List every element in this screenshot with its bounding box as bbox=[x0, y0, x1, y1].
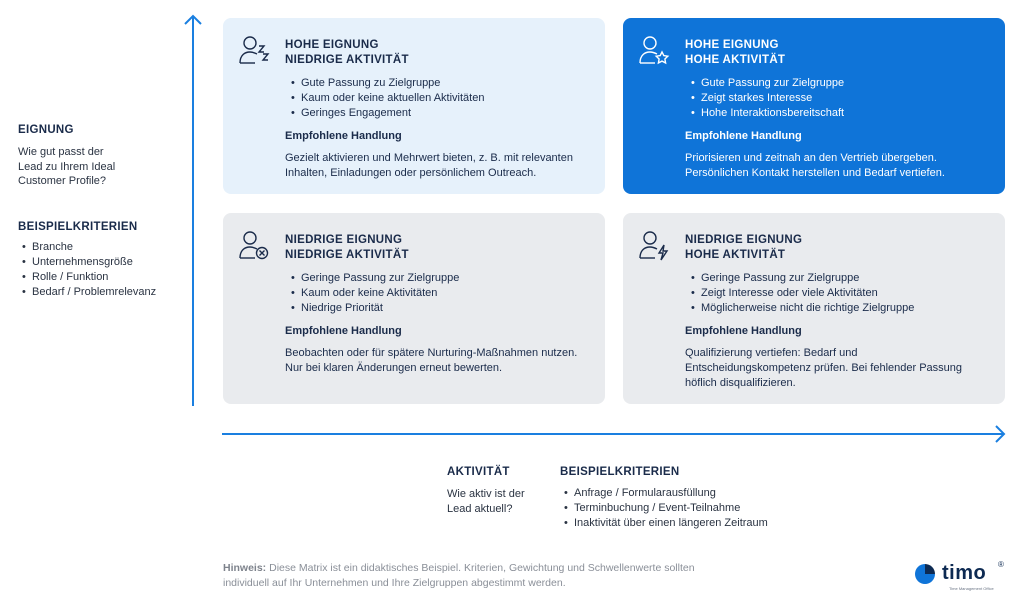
logo-name: timo bbox=[942, 562, 987, 584]
eignung-title: EIGNUNG bbox=[18, 124, 74, 136]
left-kriterien-list bbox=[22, 240, 156, 300]
card-title-line1: NIEDRIGE EIGNUNG bbox=[685, 234, 803, 246]
card-low-fit-high-activity bbox=[623, 213, 1005, 404]
list-item: • Inaktivität über einen längeren Zeitraum bbox=[564, 516, 768, 531]
card-action-title: Empfohlene Handlung bbox=[285, 130, 402, 142]
card-title-line1: NIEDRIGE EIGNUNG bbox=[285, 234, 403, 246]
card-action-text: Priorisieren und zeitnah an den Vertrieb übergeben. Persönlichen Kontakt herstellen und Bedarf vertiefen. bbox=[685, 152, 945, 179]
logo-registered: ® bbox=[998, 560, 1004, 569]
list-item: • Kaum oder keine Aktivitäten bbox=[285, 286, 585, 301]
user-x-icon bbox=[239, 229, 271, 263]
card-high-fit-low-activity bbox=[223, 18, 605, 194]
y-axis-arrow bbox=[183, 12, 203, 408]
list-item: • Gute Passung zur Zielgruppe bbox=[685, 76, 985, 91]
sleeping-user-icon bbox=[239, 34, 271, 68]
timo-logo-mark-icon bbox=[912, 562, 938, 586]
hinweis-note bbox=[223, 561, 713, 591]
card-bullets bbox=[285, 76, 585, 121]
list-item: • Terminbuchung / Event-Teilnahme bbox=[564, 501, 768, 516]
list-item: • Bedarf / Problemrelevanz bbox=[22, 285, 156, 300]
list-item: • Gute Passung zu Zielgruppe bbox=[285, 76, 585, 91]
card-bullets bbox=[285, 271, 585, 316]
card-title-line2: NIEDRIGE AKTIVITÄT bbox=[285, 54, 409, 66]
card-title-line2: NIEDRIGE AKTIVITÄT bbox=[285, 249, 409, 261]
card-action-text: Qualifizierung vertiefen: Bedarf und Entscheidungskompetenz prüfen. Bei fehlender Passung höflich disqualifizieren. bbox=[685, 347, 963, 389]
card-low-fit-low-activity bbox=[223, 213, 605, 404]
list-item: • Geringe Passung zur Zielgruppe bbox=[685, 271, 985, 286]
list-item: • Branche bbox=[22, 240, 156, 255]
card-action-title: Empfohlene Handlung bbox=[285, 325, 402, 337]
aktivitaet-title: AKTIVITÄT bbox=[447, 466, 510, 478]
timo-logo bbox=[912, 560, 1012, 592]
logo-tagline: Time Management Office bbox=[949, 586, 994, 591]
list-item: • Unternehmensgröße bbox=[22, 255, 156, 270]
x-axis-arrow bbox=[220, 424, 1010, 444]
list-item: • Anfrage / Formularausfüllung bbox=[564, 486, 768, 501]
eignung-text: Wie gut passt der Lead zu Ihrem Ideal Customer Profile? bbox=[18, 146, 116, 187]
card-bullets bbox=[685, 76, 985, 121]
card-title-line1: HOHE EIGNUNG bbox=[285, 39, 379, 51]
list-item: • Rolle / Funktion bbox=[22, 270, 156, 285]
aktivitaet-text: Wie aktiv ist der Lead aktuell? bbox=[447, 488, 525, 515]
card-action-title: Empfohlene Handlung bbox=[685, 325, 802, 337]
list-item: • Zeigt Interesse oder viele Aktivitäten bbox=[685, 286, 985, 301]
card-action-title: Empfohlene Handlung bbox=[685, 130, 802, 142]
list-item: • Zeigt starkes Interesse bbox=[685, 91, 985, 106]
user-bolt-icon bbox=[639, 229, 671, 263]
card-bullets bbox=[685, 271, 985, 316]
user-star-icon bbox=[639, 34, 671, 68]
bottom-kriterien-title: BEISPIELKRITERIEN bbox=[560, 466, 680, 478]
list-item: • Geringes Engagement bbox=[285, 106, 585, 121]
card-action-text: Gezielt aktivieren und Mehrwert bieten, z. B. mit relevanten Inhalten, Einladungen oder persönlichem Outreach. bbox=[285, 152, 573, 179]
card-high-fit-high-activity bbox=[623, 18, 1005, 194]
card-title-line1: HOHE EIGNUNG bbox=[685, 39, 779, 51]
list-item: • Hohe Interaktionsbereitschaft bbox=[685, 106, 985, 121]
list-item: • Kaum oder keine aktuellen Aktivitäten bbox=[285, 91, 585, 106]
list-item: • Möglicherweise nicht die richtige Zielgruppe bbox=[685, 301, 985, 316]
list-item: • Geringe Passung zur Zielgruppe bbox=[285, 271, 585, 286]
list-item: • Niedrige Priorität bbox=[285, 301, 585, 316]
card-title-line2: HOHE AKTIVITÄT bbox=[685, 249, 786, 261]
bottom-kriterien-list bbox=[564, 486, 768, 531]
hinweis-text: Diese Matrix ist ein didaktisches Beispiel. Kriterien, Gewichtung und Schwellenwerte sollten individuell auf Ihr Unternehmen und Ihre Zielgruppen abgestimmt werden. bbox=[223, 562, 695, 589]
left-kriterien-title: BEISPIELKRITERIEN bbox=[18, 221, 138, 233]
card-action-text: Beobachten oder für spätere Nurturing-Maßnahmen nutzen. Nur bei klaren Änderungen erneut bewerten. bbox=[285, 347, 578, 374]
hinweis-label: Hinweis: bbox=[223, 562, 267, 574]
card-title-line2: HOHE AKTIVITÄT bbox=[685, 54, 786, 66]
